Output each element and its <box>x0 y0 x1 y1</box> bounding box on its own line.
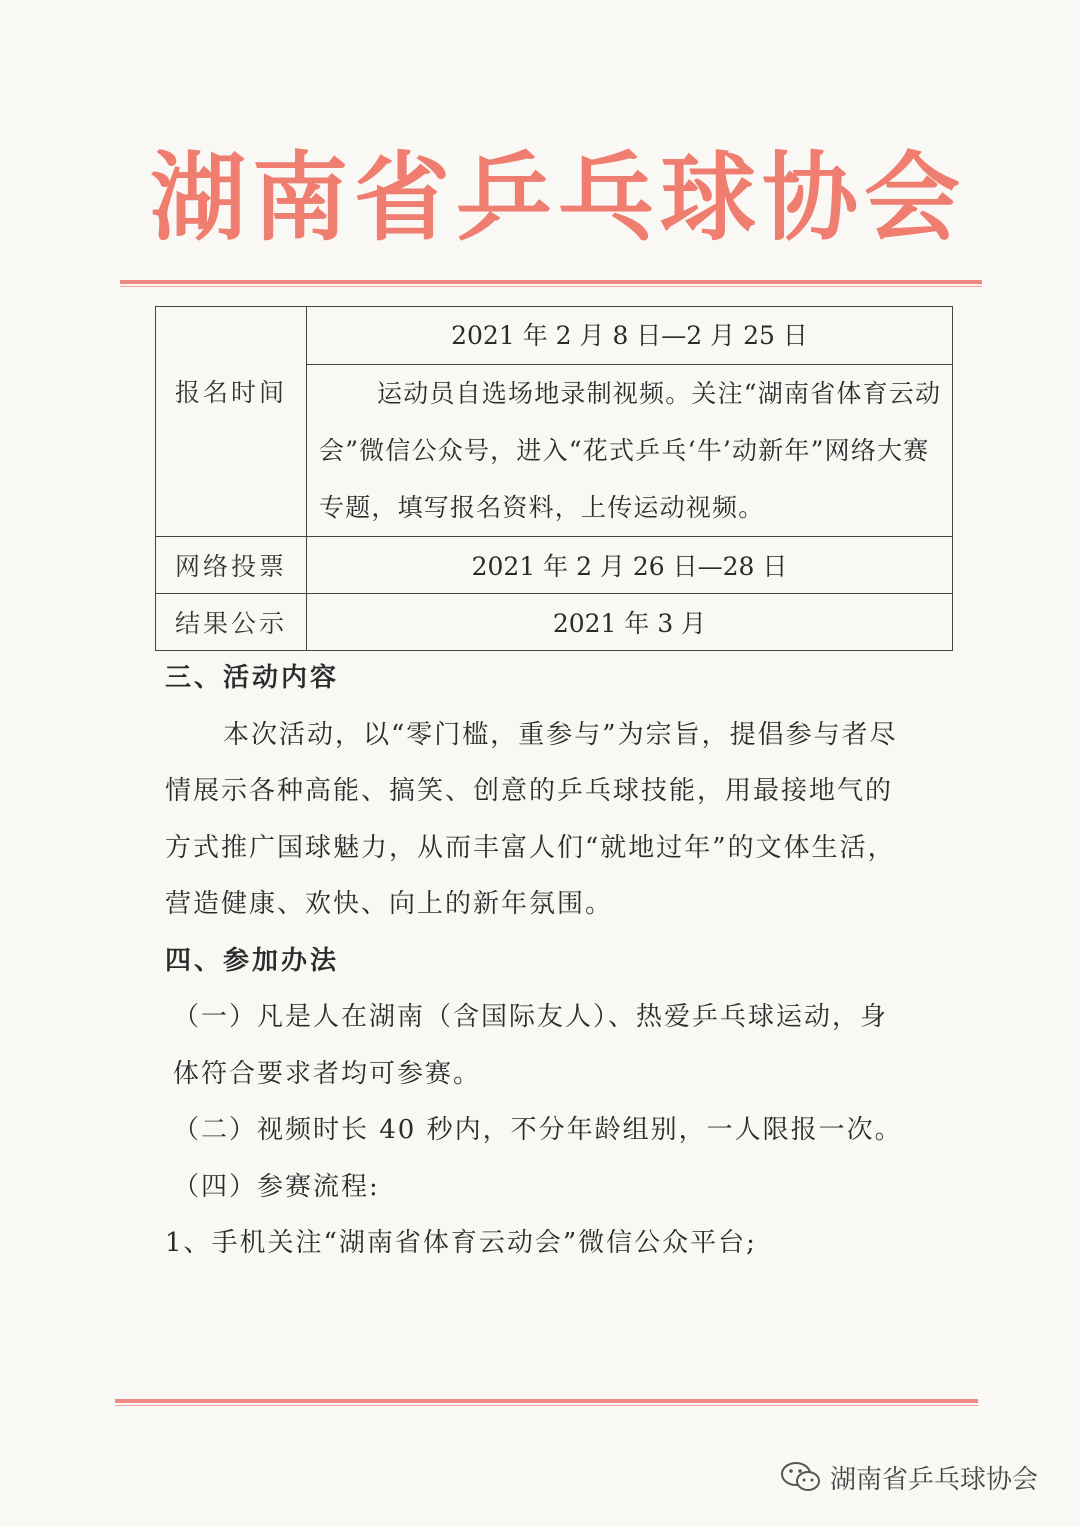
watermark-text: 湖南省乒乓球协会 <box>830 1464 1039 1495</box>
section3-paragraph: 本次活动，以“零门槛，重参与”为宗旨，提倡参与者尽情展示各种高能、搞笑、创意的乒乓球技能，用最接地气的方式推广国球魅力，从而丰富人们“就地过年”的文体生活，营造健康、欢快、向上的新年氛围。 <box>165 719 898 919</box>
section3-heading: 三、活动内容 <box>165 663 340 693</box>
registration-detail: 运动员自选场地录制视频。关注“湖南省体育云动会”微信公众号，进入“花式乒乓‘牛’动新年”网络大赛专题，填写报名资料，上传运动视频。 <box>319 379 942 522</box>
section4-item1: （一）凡是人在湖南（含国际友人）、热爱乒乓球运动，身体符合要求者均可参赛。 <box>173 1002 889 1089</box>
voting-label: 网络投票 <box>156 537 307 594</box>
table-row <box>156 594 953 651</box>
result-date: 2021 年 3 月 <box>307 594 953 651</box>
section4-step1: 1、手机关注“湖南省体育云动会”微信公众平台; <box>165 1228 757 1258</box>
registration-detail-cell <box>307 365 953 537</box>
letterhead-divider <box>120 280 982 284</box>
section4-heading: 四、参加办法 <box>165 945 340 976</box>
table-row <box>156 307 953 365</box>
table-row <box>156 537 953 594</box>
registration-label: 报名时间 <box>156 307 307 537</box>
result-label: 结果公示 <box>156 594 307 651</box>
footer-divider <box>115 1399 978 1403</box>
document-body <box>165 650 915 1272</box>
voting-date: 2021 年 2 月 26 日—28 日 <box>307 537 953 594</box>
section4-item4: （四）参赛流程: <box>173 1171 380 1202</box>
registration-date: 2021 年 2 月 8 日—2 月 25 日 <box>451 321 808 350</box>
letterhead-title: 湖南省乒乓球协会 <box>150 141 966 254</box>
wechat-icon <box>780 1460 822 1494</box>
registration-cell <box>307 307 953 365</box>
watermark <box>780 1452 1038 1502</box>
section4-item2: （二）视频时长 40 秒内，不分年龄组别，一人限报一次。 <box>173 1115 903 1145</box>
schedule-table <box>155 306 953 651</box>
